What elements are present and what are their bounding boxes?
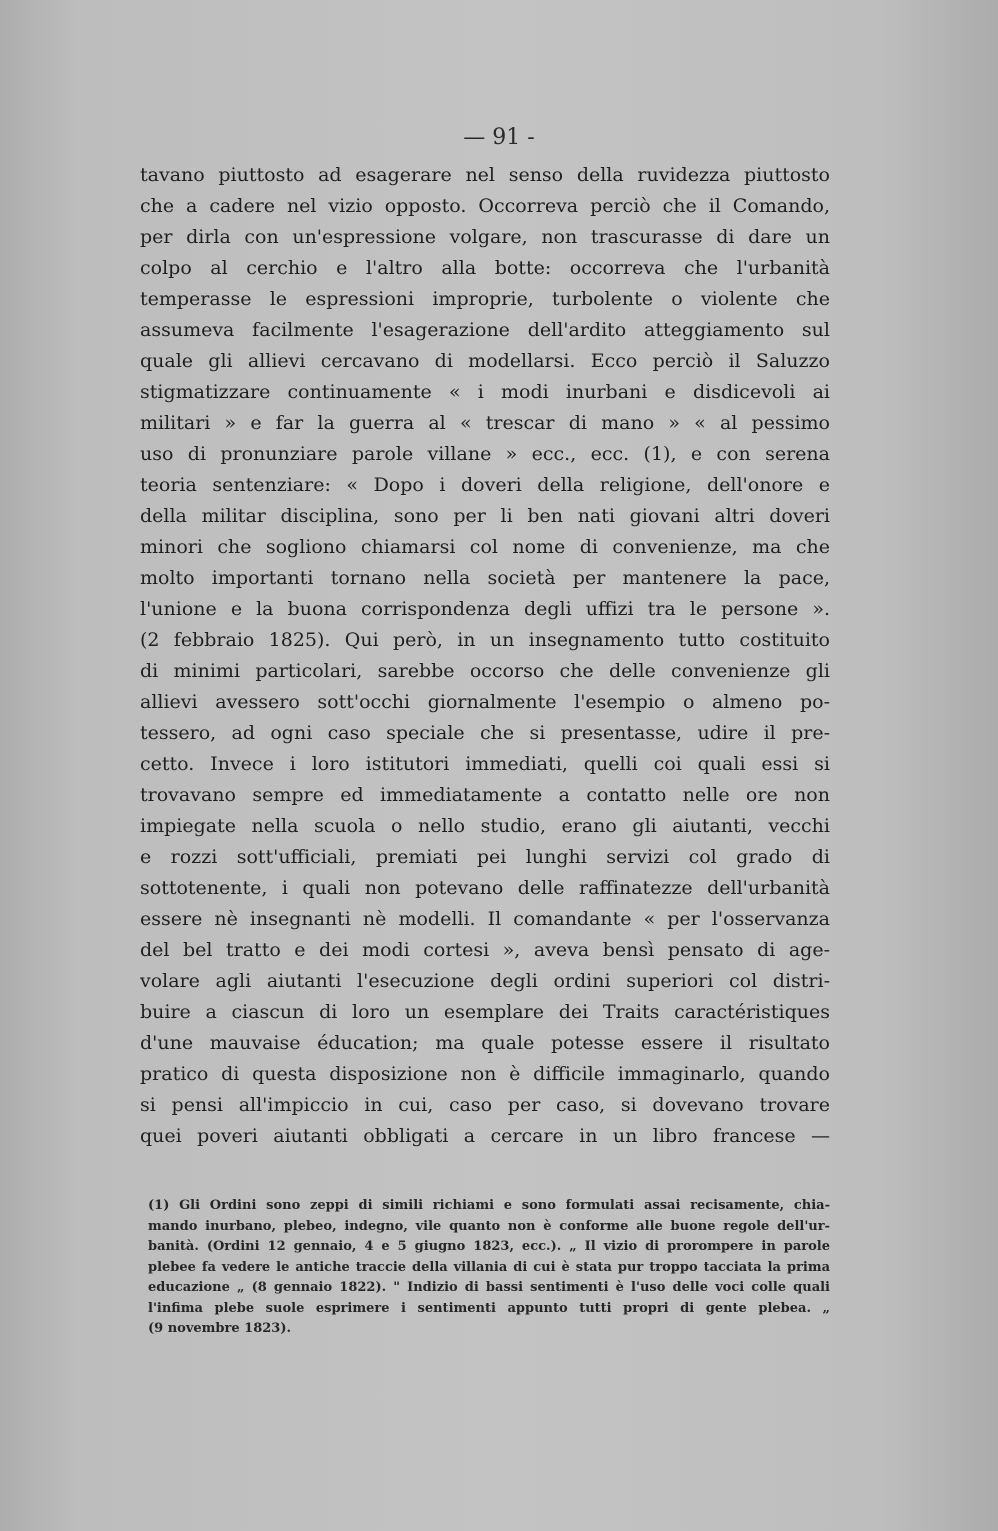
text-line: molto importanti tornano nella società per mantenere la pace,: [140, 567, 830, 589]
text-line: cetto. Invece i loro istitutori immediati, quelli coi quali essi si: [140, 753, 830, 775]
text-line: stigmatizzare continuamente « i modi inurbani e disdicevoli ai: [140, 381, 830, 403]
footnote-line: mando inurbano, plebeo, indegno, vile quanto non è conforme alle buone regole dell'ur-: [148, 1218, 830, 1234]
text-line: teoria sentenziare: « Dopo i doveri della religione, dell'onore e: [140, 474, 830, 496]
footnote-line: (9 novembre 1823).: [148, 1321, 292, 1336]
text-line: buire a ciascun di loro un esemplare dei Traits caractéristiques: [140, 1001, 830, 1023]
text-line: per dirla con un'espressione volgare, non trascurasse di dare un: [140, 226, 830, 248]
text-line: militari » e far la guerra al « trescar di mano » « al pessimo: [140, 412, 830, 434]
text-line: colpo al cerchio e l'altro alla botte: occorreva che l'urbanità: [140, 257, 830, 279]
text-line: assumeva facilmente l'esagerazione dell'ardito atteggiamento sul: [140, 319, 830, 341]
text-line: di minimi particolari, sarebbe occorso che delle convenienze gli: [140, 660, 830, 682]
page-number: — 91 -: [463, 125, 535, 150]
text-line: temperasse le espressioni improprie, turbolente o violente che: [140, 288, 830, 310]
text-line: tavano piuttosto ad esagerare nel senso della ruvidezza piuttosto: [140, 164, 830, 186]
text-line: tessero, ad ogni caso speciale che si presentasse, udire il pre-: [140, 722, 830, 744]
text-line: volare agli aiutanti l'esecuzione degli ordini superiori col distri-: [140, 970, 830, 992]
footnote: [148, 1196, 830, 1340]
text-line: si pensi all'impiccio in cui, caso per caso, si dovevano trovare: [140, 1094, 830, 1116]
text-line: quale gli allievi cercavano di modellarsi. Ecco perciò il Saluzzo: [140, 350, 830, 372]
text-line: (2 febbraio 1825). Qui però, in un insegnamento tutto costituito: [140, 629, 830, 651]
footnote-line: plebee fa vedere le antiche traccie della villania di cui è stata pur troppo tacciata la prima: [148, 1259, 830, 1275]
text-line: trovavano sempre ed immediatamente a contatto nelle ore non: [140, 784, 830, 806]
main-text: [140, 160, 830, 1152]
text-line: quei poveri aiutanti obbligati a cercare in un libro francese —: [140, 1125, 830, 1147]
footnote-line: educazione „ (8 gennaio 1822). " Indizio di bassi sentimenti è l'uso delle voci colle quali: [148, 1280, 830, 1295]
footnote-line: (1) Gli Ordini sono zeppi di simili richiami e sono formulati assai recisamente, chia-: [148, 1198, 830, 1213]
text-line: allievi avessero sott'occhi giornalmente l'esempio o almeno po-: [140, 691, 830, 713]
text-line: e rozzi sott'ufficiali, premiati pei lunghi servizi col grado di: [140, 846, 830, 868]
text-line: della militar disciplina, sono per li ben nati giovani altri doveri: [140, 505, 830, 527]
footnote-line: l'infima plebe suole esprimere i sentimenti appunto tutti propri di gente plebea. „: [148, 1300, 830, 1316]
text-line: d'une mauvaise éducation; ma quale potesse essere il risultato: [140, 1032, 830, 1054]
text-line: minori che sogliono chiamarsi col nome di convenienze, ma che: [140, 536, 830, 558]
text-line: l'unione e la buona corrispondenza degli uffizi tra le persone ».: [140, 598, 830, 620]
text-line: impiegate nella scuola o nello studio, erano gli aiutanti, vecchi: [140, 815, 830, 837]
footnote-line: banità. (Ordini 12 gennaio, 4 e 5 giugno 1823, ecc.). „ Il vizio di prorompere in parole: [148, 1239, 830, 1254]
text-line: che a cadere nel vizio opposto. Occorreva perciò che il Comando,: [140, 195, 830, 217]
text-line: sottotenente, i quali non potevano delle raffinatezze dell'urbanità: [140, 877, 830, 899]
text-line: del bel tratto e dei modi cortesi », aveva bensì pensato di age-: [140, 939, 830, 961]
text-line: uso di pronunziare parole villane » ecc., ecc. (1), e con serena: [140, 443, 830, 465]
text-line: pratico di questa disposizione non è difficile immaginarlo, quando: [140, 1063, 830, 1085]
text-line: essere nè insegnanti nè modelli. Il comandante « per l'osservanza: [140, 908, 830, 930]
